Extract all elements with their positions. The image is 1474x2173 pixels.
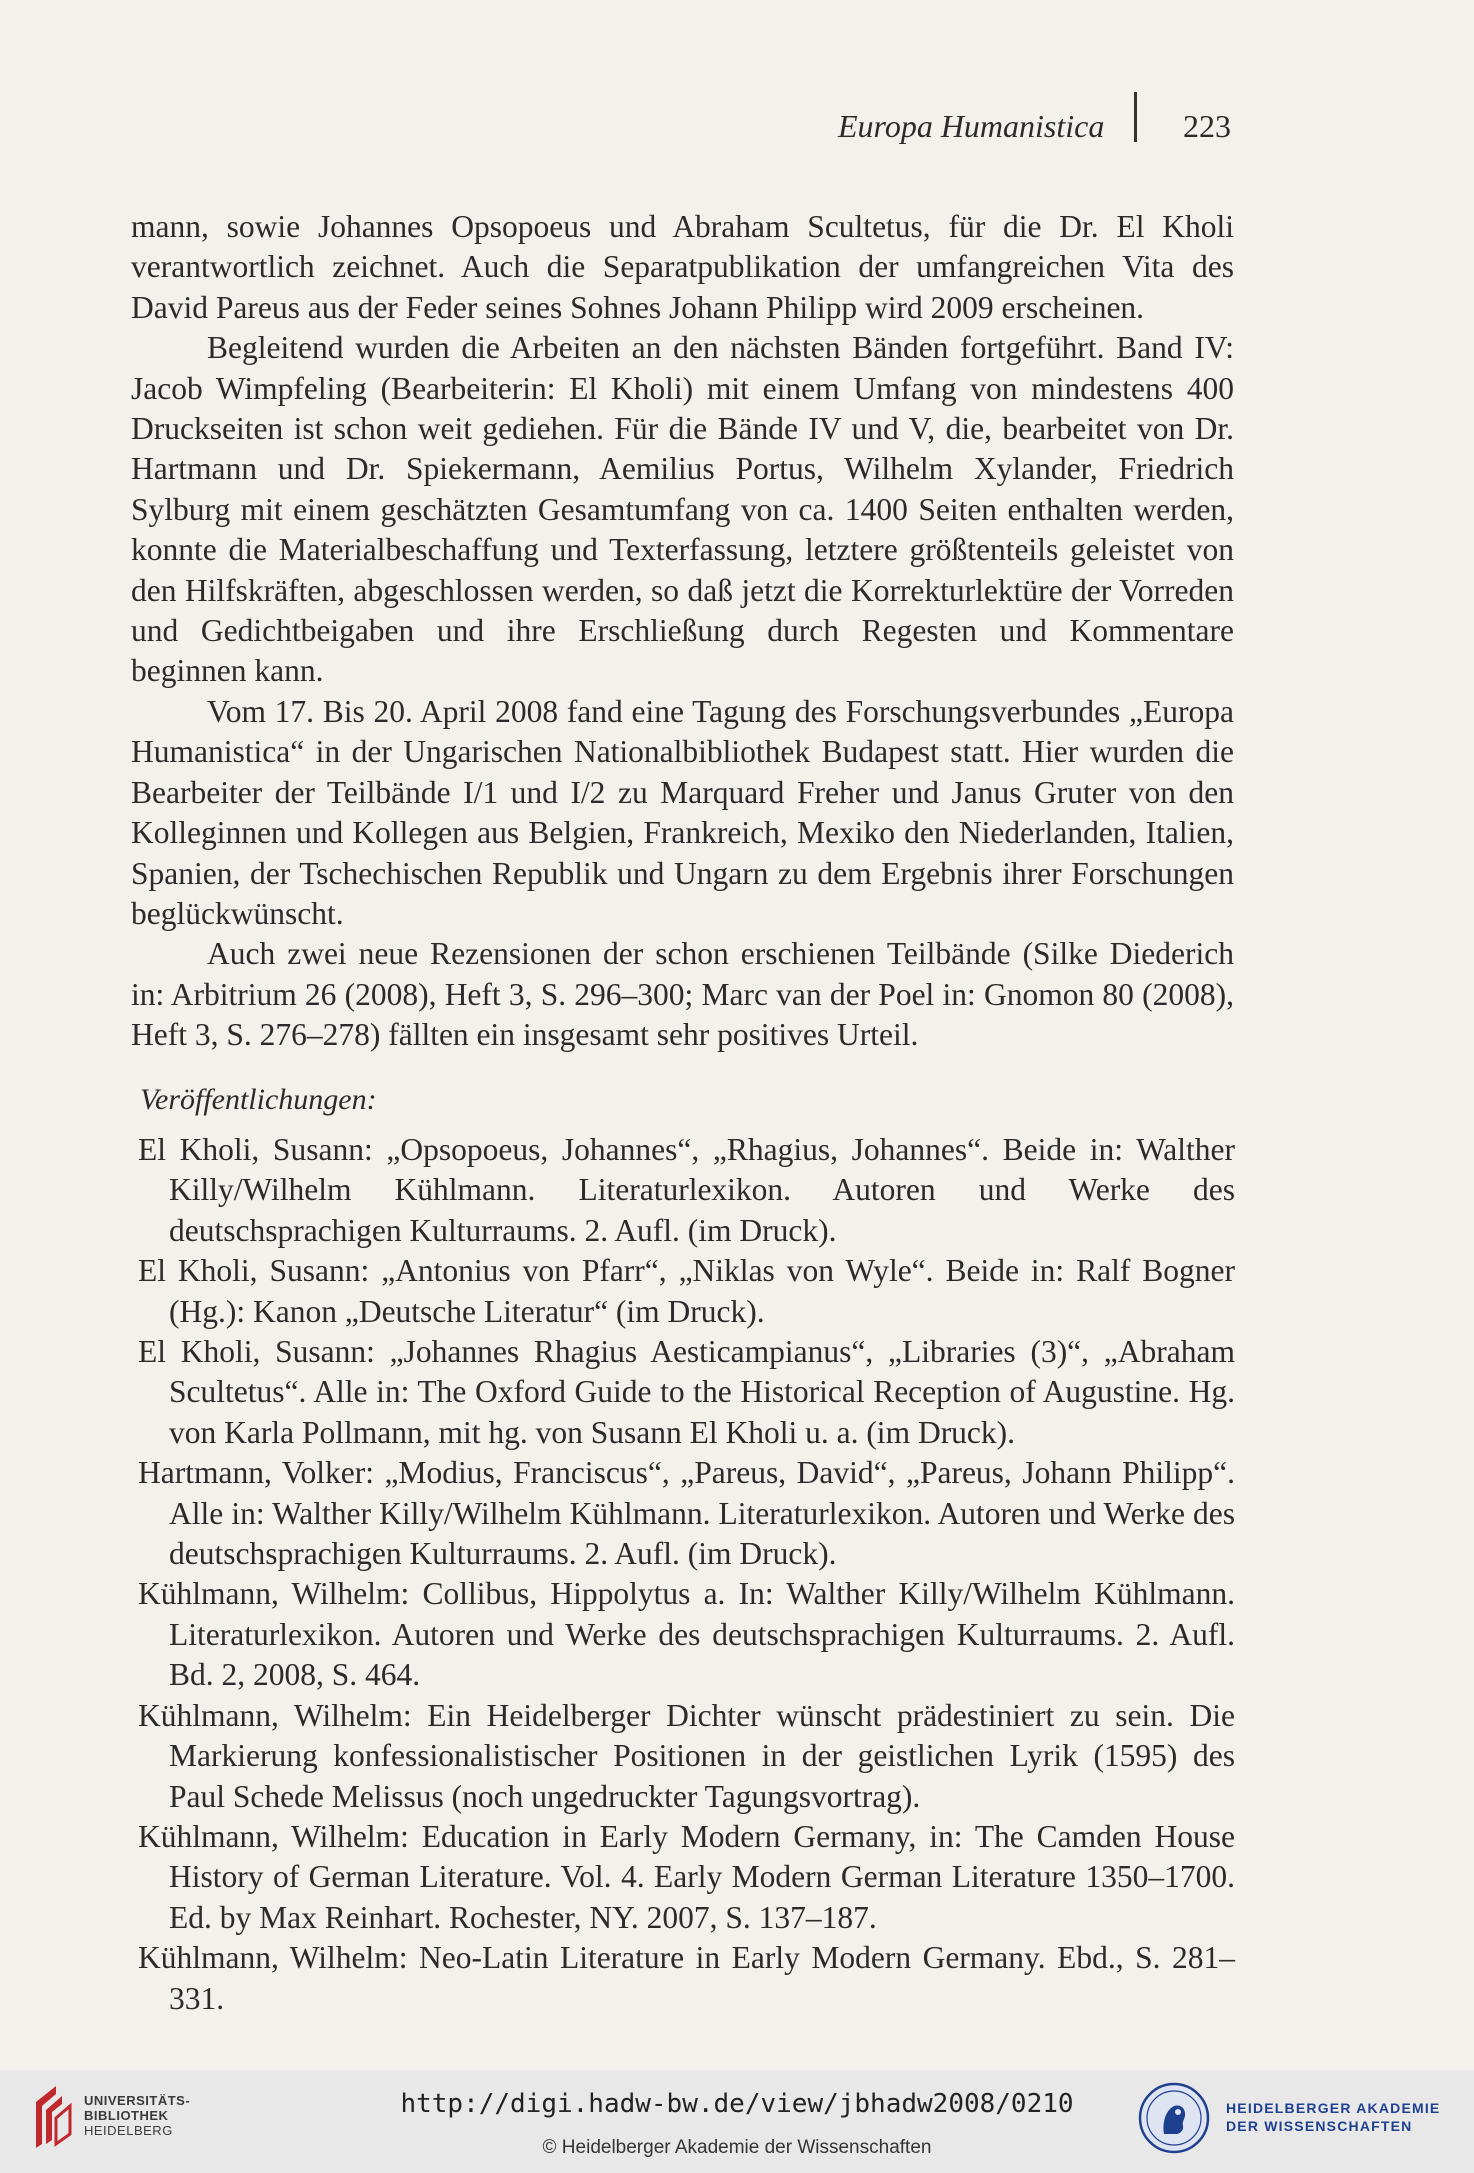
academy-name: HEIDELBERGER AKADEMIE DER WISSENSCHAFTEN [1226, 2100, 1441, 2134]
publication-entry: Kühlmann, Wilhelm: Ein Heidelberger Dichter wünscht prädestiniert zu sein. Die Markierung konfessionalistischer Positionen in der geistlichen Lyrik (1595) des Paul Schede Melissus (noch ungedruckter Tagungsvortrag). [138, 1697, 1235, 1814]
publication-entry: El Kholi, Susann: „Antonius von Pfarr“, „Niklas von Wyle“. Beide in: Ralf Bogner (Hg.): Kanon „Deutsche Literatur“ (im Druck). [138, 1253, 1235, 1329]
page-number: 223 [1183, 108, 1231, 144]
publications-heading: Veröffentlichungen: [140, 1083, 377, 1116]
paragraph: Vom 17. Bis 20. April 2008 fand eine Tagung des Forschungsverbundes „Europa Humanistica“ in der Ungarischen Nationalbibliothek Budapest statt. Hier wurden die Bearbeiter der Teilbände I/1 und I/2 zu Marquard Freher und Janus Gruter von den Kolleginnen und Kollegen aus Belgien, Frankreich, Mexiko den Niederlanden, Italien, Spanien, der Tschechischen Republik und Ungarn zu dem Ergebnis ihrer Forschungen beglückwünscht. [131, 693, 1234, 931]
publication-entry: Kühlmann, Wilhelm: Collibus, Hippolytus a. In: Walther Killy/Wilhelm Kühlmann. Literaturlexikon. Autoren und Werke des deutschsprachigen Kulturraums. 2. Aufl. Bd. 2, 2008, S. 464. [138, 1576, 1235, 1693]
publication-entry: El Kholi, Susann: „Johannes Rhagius Aesticampianus“, „Libraries (3)“, „Abraham Scultetus“. Alle in: The Oxford Guide to the Historical Reception of Augustine. Hg. von Karla Pollmann, mit hg. von Susann El Kholi u. a. (im Druck). [138, 1334, 1235, 1450]
running-title: Europa Humanistica [838, 108, 1105, 144]
publication-entry: El Kholi, Susann: „Opsopoeus, Johannes“, „Rhagius, Johannes“. Beide in: Walther Killy/Wilhelm Kühlmann. Literaturlexikon. Autoren und Werke des deutschsprachigen Kulturraums. 2. Aufl. (im Druck). [138, 1132, 1235, 1248]
academy-seal-icon[interactable] [1138, 2082, 1210, 2154]
body-text [131, 207, 1234, 1056]
publication-entry: Kühlmann, Wilhelm: Neo-Latin Literature in Early Modern Germany. Ebd., S. 281–331. [138, 1940, 1235, 2016]
paragraph: Begleitend wurden die Arbeiten an den nächsten Bänden fortgeführt. Band IV: Jacob Wimpfeling (Bearbeiterin: El Kholi) mit einem Umfang von mindestens 400 Druckseiten ist schon weit gediehen. Für die Bände IV und V, die, bearbeitet von Dr. Hartmann und Dr. Spiekermann, Aemilius Portus, Wilhelm Xylander, Friedrich Sylburg mit einem geschätzten Gesamtumfang von ca. 1400 Seiten enthalten werden, konnte die Materialbeschaffung und Texterfassung, letztere größtenteils geleistet von den Hilfskräften, abgeschlossen werden, so daß jetzt die Korrekturlektüre der Vorreden und Gedichtbeigaben und ihre Erschließung durch Regesten und Kommentare beginnen kann. [131, 330, 1234, 689]
paragraph: mann, sowie Johannes Opsopoeus und Abraham Scultetus, für die Dr. El Kholi verantwortlich zeichnet. Auch die Separatpublikation der umfangreichen Vita des David Pareus aus der Feder seines Sohnes Johann Philipp wird 2009 erscheinen. [131, 209, 1234, 325]
paragraph: Auch zwei neue Rezensionen der schon erschienen Teilbände (Silke Diederich in: Arbitrium 26 (2008), Heft 3, S. 296–300; Marc van der Poel in: Gnomon 80 (2008), Heft 3, S. 276–278) fällten ein insgesamt sehr positives Urteil. [131, 936, 1234, 1053]
copyright-notice: © Heidelberger Akademie der Wissenschaften [542, 2137, 932, 2158]
library-name: UNIVERSITÄTS- BIBLIOTHEK HEIDELBERG [84, 2093, 191, 2138]
permalink-url[interactable]: http://digi.hadw-bw.de/view/jbhadw2008/0210 [400, 2089, 1074, 2119]
publications-list [138, 1130, 1235, 2019]
publication-entry: Hartmann, Volker: „Modius, Franciscus“, „Pareus, David“, „Pareus, Johann Philipp“. Alle in: Walther Killy/Wilhelm Kühlmann. Literaturlexikon. Autoren und Werke des deutschsprachigen Kulturraums. 2. Aufl. (im Druck). [138, 1455, 1235, 1572]
publication-entry: Kühlmann, Wilhelm: Education in Early Modern Germany, in: The Camden House History of German Literature. Vol. 4. Early Modern German Literature 1350–1700. Ed. by Max Reinhart. Rochester, NY. 2007, S. 137–187. [138, 1818, 1235, 1935]
header-divider [1134, 92, 1137, 142]
